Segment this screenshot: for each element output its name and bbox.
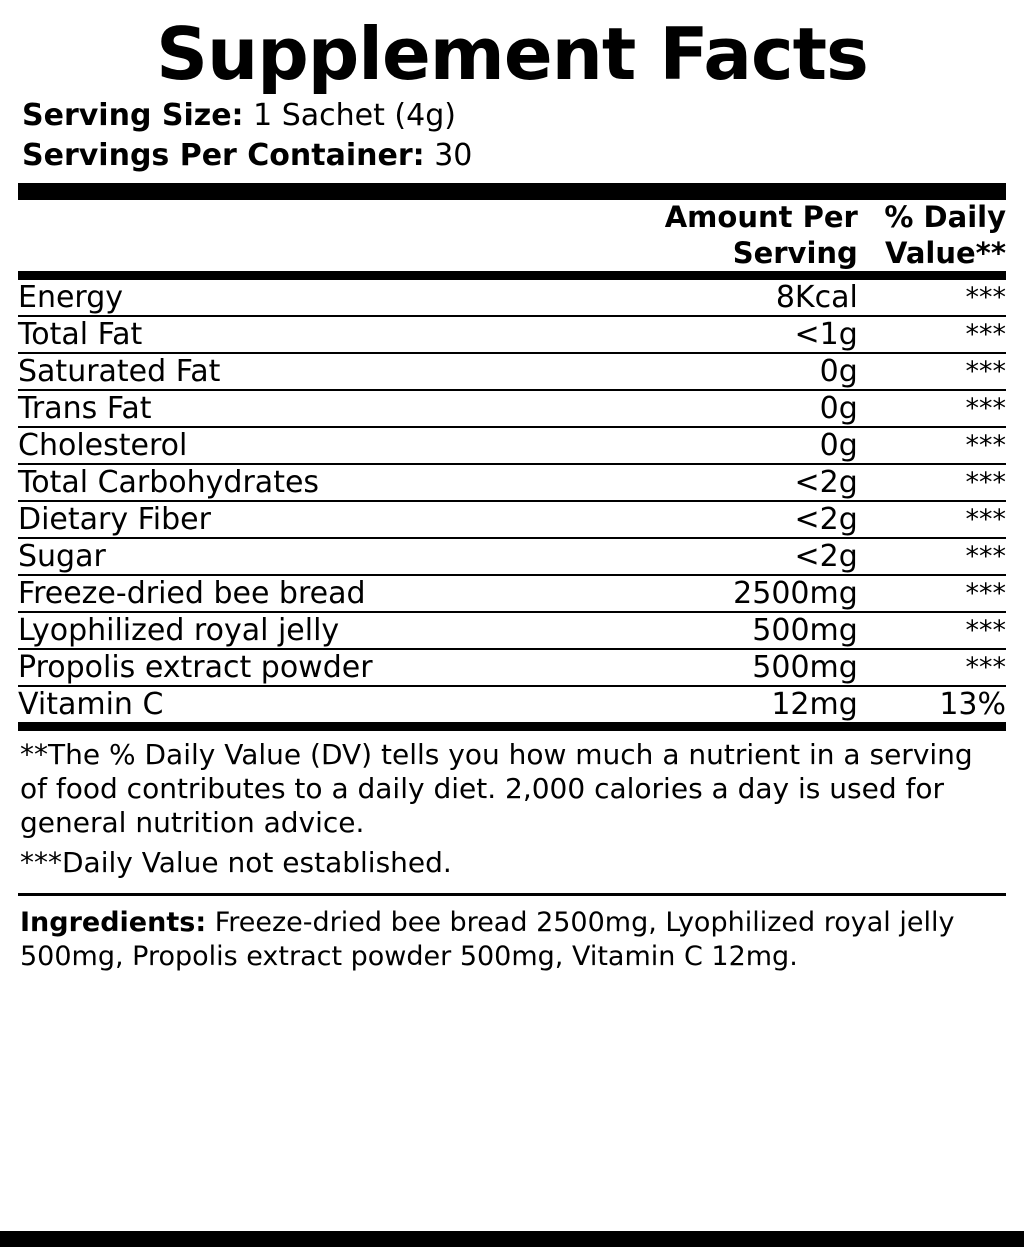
table-row (18, 686, 1006, 722)
nutrient-amount: 500mg (591, 649, 858, 686)
nutrient-dv: *** (858, 501, 1006, 538)
nutrient-dv: *** (858, 649, 1006, 686)
nutrient-amount: <1g (591, 316, 858, 353)
serving-size-line (18, 96, 1006, 136)
nutrient-name: Total Carbohydrates (18, 464, 591, 501)
header-blank-cell (18, 200, 591, 271)
nutrient-dv: *** (858, 575, 1006, 612)
table-header-row (18, 200, 1006, 271)
ingredients-block (18, 896, 1006, 975)
nutrient-dv: *** (858, 316, 1006, 353)
nutrient-name: Propolis extract powder (18, 649, 591, 686)
header-amount-line1: Amount Per (664, 200, 858, 235)
header-amount-line2: Serving (732, 235, 858, 270)
nutrient-dv: *** (858, 464, 1006, 501)
nutrient-name: Energy (18, 280, 591, 316)
table-row (18, 390, 1006, 427)
nutrient-amount: 0g (591, 353, 858, 390)
nutrient-amount: <2g (591, 538, 858, 575)
ingredients-label: Ingredients: (20, 906, 207, 938)
header-daily-value (858, 200, 1006, 271)
nutrient-amount: 2500mg (591, 575, 858, 612)
nutrient-dv: *** (858, 353, 1006, 390)
table-row (18, 612, 1006, 649)
nutrient-dv: *** (858, 280, 1006, 316)
nutrient-amount: <2g (591, 464, 858, 501)
footnote-daily-value: **The % Daily Value (DV) tells you how much a nutrient in a serving of food contributes to a daily diet. 2,000 calories a day is used for general nutrition advice. (20, 737, 973, 840)
nutrient-name: Sugar (18, 538, 591, 575)
nutrient-name: Cholesterol (18, 427, 591, 464)
nutrient-name: Saturated Fat (18, 353, 591, 390)
nutrient-amount: <2g (591, 501, 858, 538)
table-row (18, 280, 1006, 316)
nutrition-table (18, 200, 1006, 271)
nutrient-name: Dietary Fiber (18, 501, 591, 538)
table-row (18, 316, 1006, 353)
nutrient-dv: *** (858, 427, 1006, 464)
nutrient-dv: 13% (939, 686, 1006, 722)
nutrient-amount: 0g (591, 390, 858, 427)
table-row (18, 538, 1006, 575)
nutrient-amount: 12mg (771, 686, 858, 722)
nutrient-name: Freeze-dried bee bread (18, 575, 591, 612)
table-row (18, 649, 1006, 686)
table-row (18, 427, 1006, 464)
nutrient-dv: *** (858, 612, 1006, 649)
divider-thick-top (18, 183, 1006, 200)
divider-under-header (18, 271, 1006, 280)
divider-under-table (18, 722, 1006, 731)
divider-bottom (0, 1231, 1024, 1247)
servings-per-container-label: Servings Per Container: (22, 137, 425, 173)
nutrient-rows-table (18, 280, 1006, 722)
serving-size-value: 1 Sachet (4g) (243, 98, 456, 133)
nutrient-name: Total Fat (18, 316, 591, 353)
nutrient-name: Trans Fat (18, 390, 591, 427)
servings-per-container-value: 30 (424, 137, 473, 173)
page-title: Supplement Facts (156, 12, 868, 96)
nutrient-amount: 500mg (591, 612, 858, 649)
header-dv-line2: Value** (884, 235, 1006, 270)
nutrient-name: Lyophilized royal jelly (18, 612, 591, 649)
servings-per-container-line (18, 136, 1006, 176)
table-row (18, 464, 1006, 501)
table-row (18, 575, 1006, 612)
nutrient-amount: 8Kcal (591, 280, 858, 316)
nutrient-name: Vitamin C (18, 686, 164, 722)
nutrient-dv: *** (858, 538, 1006, 575)
header-amount-per-serving (591, 200, 858, 271)
ingredients-text: Freeze-dried bee bread 2500mg, Lyophilized royal jelly 500mg, Propolis extract powder 500mg, Vitamin C 12mg. (20, 906, 955, 973)
nutrient-dv: *** (858, 390, 1006, 427)
footnote-not-established: ***Daily Value not established. (20, 846, 452, 880)
header-dv-line1: % Daily (884, 200, 1006, 235)
serving-size-label: Serving Size: (22, 98, 244, 133)
nutrient-amount: 0g (591, 427, 858, 464)
table-row (18, 353, 1006, 390)
table-row (18, 501, 1006, 538)
